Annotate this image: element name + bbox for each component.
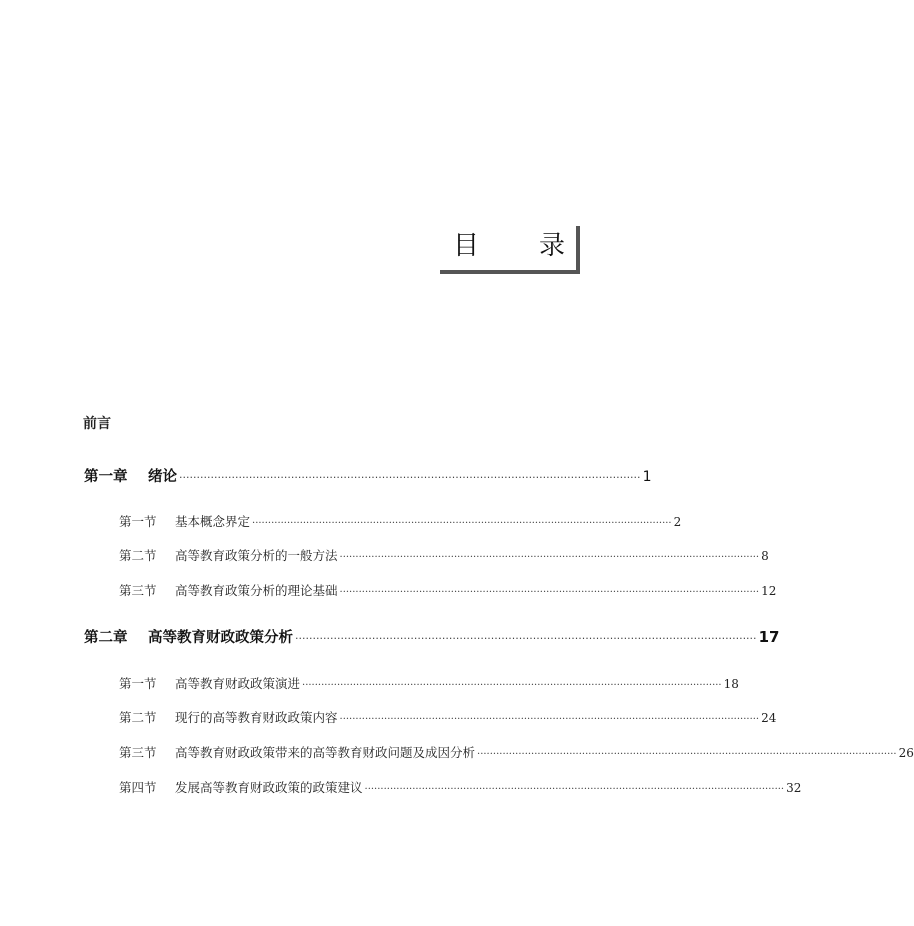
- section-page: 18: [723, 677, 739, 691]
- dot-leader: ····································································································································: [252, 518, 672, 529]
- section-title: 高等教育政策分析的一般方法: [175, 548, 338, 563]
- section-page: 32: [786, 781, 802, 795]
- toc-section-2-4[interactable]: [119, 778, 802, 796]
- section-title: 现行的高等教育财政政策内容: [175, 710, 338, 725]
- chapter-title: 高等教育财政政策分析: [148, 630, 293, 646]
- section-title: 高等教育政策分析的理论基础: [175, 583, 338, 598]
- dot-leader: ····································································································································: [339, 552, 760, 563]
- section-title: 高等教育财政政策演进: [175, 676, 301, 691]
- section-page: 24: [761, 711, 777, 725]
- section-page: 26: [898, 746, 914, 760]
- chapter-label: 第二章: [84, 630, 128, 646]
- section-page: 2: [673, 515, 682, 529]
- toc-chapter-2[interactable]: [84, 626, 780, 647]
- chapter-label: 第一章: [84, 469, 128, 485]
- section-label: 第二节: [119, 710, 157, 725]
- toc-title: [453, 232, 565, 260]
- dot-leader: ····································································································································: [302, 680, 722, 691]
- section-label: 第一节: [119, 514, 157, 529]
- toc-section-2-2[interactable]: [119, 708, 777, 726]
- toc-title-char-2: 录: [538, 231, 565, 261]
- dot-leader: ····································································································································: [339, 714, 760, 725]
- section-label: 第一节: [119, 676, 157, 691]
- chapter-page: 1: [642, 469, 652, 485]
- dot-leader: ····································································································································: [339, 587, 760, 598]
- toc-section-1-1[interactable]: [119, 512, 682, 530]
- chapter-title: 绪论: [148, 469, 177, 485]
- dot-leader: ····································································································································: [179, 471, 641, 484]
- section-title: 发展高等教育财政政策的政策建议: [175, 780, 363, 795]
- section-title: 高等教育财政政策带来的高等教育财政问题及成因分析: [175, 745, 476, 760]
- chapter-page: 17: [758, 628, 780, 646]
- section-page: 12: [761, 584, 777, 598]
- toc-section-2-1[interactable]: [119, 674, 739, 692]
- toc-title-char-1: 目: [453, 231, 480, 261]
- toc-section-1-2[interactable]: [119, 546, 769, 564]
- toc-section-1-3[interactable]: [119, 581, 777, 599]
- toc-chapter-1[interactable]: [84, 465, 652, 486]
- section-label: 第三节: [119, 583, 157, 598]
- dot-leader: ····································································································································: [295, 632, 757, 645]
- dot-leader: ····································································································································: [364, 784, 785, 795]
- dot-leader: ····································································································································: [477, 749, 897, 760]
- preface-entry[interactable]: 前言: [83, 416, 111, 432]
- toc-section-2-3[interactable]: [119, 743, 914, 761]
- section-label: 第二节: [119, 548, 157, 563]
- section-page: 8: [761, 549, 769, 563]
- section-label: 第三节: [119, 745, 157, 760]
- section-label: 第四节: [119, 780, 157, 795]
- section-title: 基本概念界定: [175, 514, 251, 529]
